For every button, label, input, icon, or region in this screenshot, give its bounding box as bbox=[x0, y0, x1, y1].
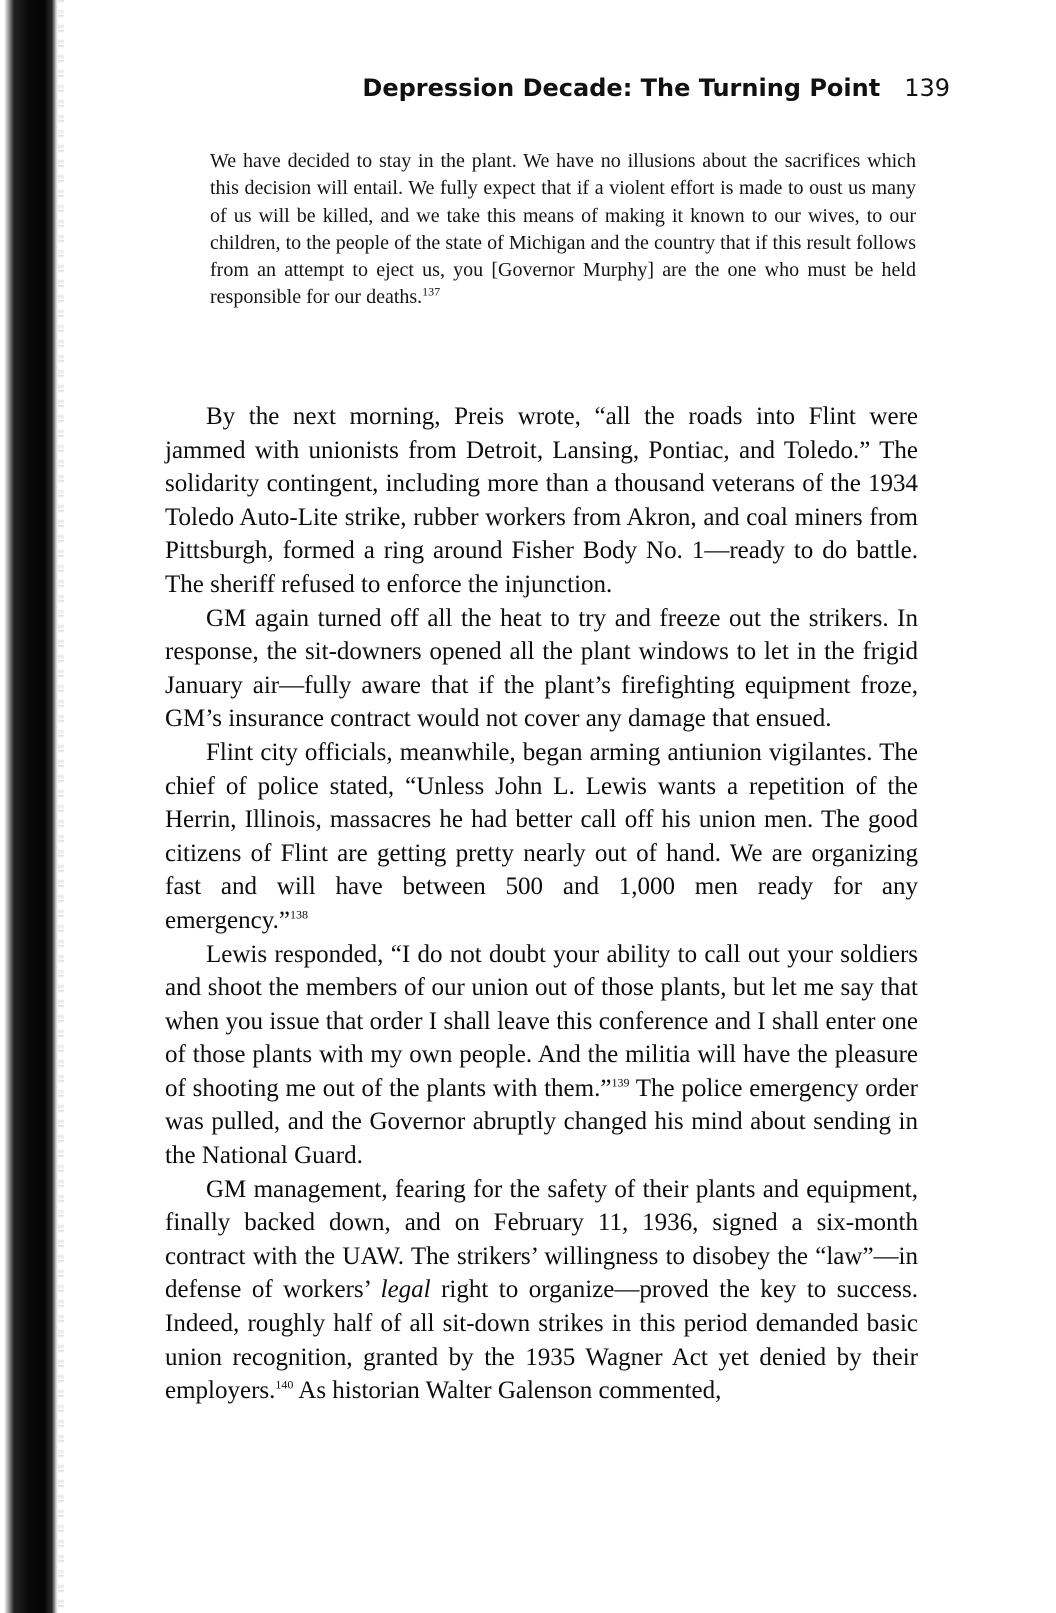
paragraph-3-text: Flint city officials, meanwhile, began arming antiunion vigilantes. The chief of police stated, “Unless John L. Lewis wants a repetition of the Herrin, Illinois, massacres he had better call off his union men. The good citizens of Flint are getting pretty nearly out of hand. We are organizing fast and will have between 500 and 1,000 men ready for any emergency.” bbox=[165, 738, 918, 934]
page-number: 139 bbox=[904, 74, 950, 102]
running-head bbox=[300, 74, 950, 114]
paragraph-3 bbox=[165, 736, 918, 938]
block-quote-text: We have decided to stay in the plant. We have no illusions about the sacrifices which this decision will entail. We fully expect that if a violent effort is made to oust us many of us will be killed, and we take this means of making it known to our wives, to our children, to the people of the state of Michigan and the country that if this result follows from an attempt to eject us, you [Governor Murphy] are the one who must be held responsible for our deaths. bbox=[210, 150, 916, 309]
paragraph-5-emphasis: legal bbox=[380, 1276, 431, 1304]
paragraph-5-text-a: GM management, fearing for the safety of their plants and equipment, finally backed down, and on February 11, 1936, signed a six-month contract with the UAW. The strikers’ willingness to disobey the “law”—in defense of workers’ bbox=[165, 1175, 918, 1304]
paragraph-4-text-b: The police emergency order was pulled, and the Governor abruptly changed his mind about sending in the National Guard. bbox=[165, 1074, 918, 1170]
footnote-ref-140: 140 bbox=[275, 1377, 294, 1392]
paragraph-4-text-a: Lewis responded, “I do not doubt your ability to call out your soldiers and shoot the members of our union out of those plants, but let me say that when you issue that order I shall leave this conference and I shall enter one of those plants with my own people. And the militia will have the pleasure of shooting me out of the plants with them.” bbox=[165, 940, 918, 1102]
footnote-ref-137: 137 bbox=[422, 284, 441, 299]
body-text bbox=[165, 400, 918, 1408]
binding-shadow bbox=[0, 0, 58, 1613]
block-quote bbox=[210, 148, 916, 312]
paragraph-4 bbox=[165, 938, 918, 1173]
paragraph-2: GM again turned off all the heat to try and freeze out the strikers. In response, the sit-downers opened all the plant windows to let in the frigid January air—fully aware that if the plant’s firefighting equipment froze, GM’s insurance contract would not cover any damage that ensued. bbox=[165, 604, 918, 733]
paragraph-5-text-b: right to organize—proved the key to success. Indeed, roughly half of all sit-down strikes in this period demanded basic union recognition, granted by the 1935 Wagner Act yet denied by their employers. bbox=[165, 1276, 918, 1405]
paragraph-1: By the next morning, Preis wrote, “all the roads into Flint were jammed with unionists from Detroit, Lansing, Pontiac, and Toledo.” The solidarity contingent, including more than a thousand veterans of the 1934 Toledo Auto-Lite strike, rubber workers from Akron, and coal miners from Pittsburgh, formed a ring around Fisher Body No. 1—ready to do battle. The sheriff refused to enforce the injunction. bbox=[165, 403, 918, 598]
binding-edge bbox=[58, 0, 64, 1613]
running-title: Depression Decade: The Turning Point bbox=[362, 74, 881, 102]
paragraph-5 bbox=[165, 1173, 918, 1408]
footnote-ref-139: 139 bbox=[611, 1075, 630, 1090]
paragraph-5-text-c: As historian Walter Galenson commented, bbox=[298, 1377, 722, 1405]
block-quote-paragraph bbox=[210, 148, 916, 312]
footnote-ref-138: 138 bbox=[289, 907, 308, 922]
